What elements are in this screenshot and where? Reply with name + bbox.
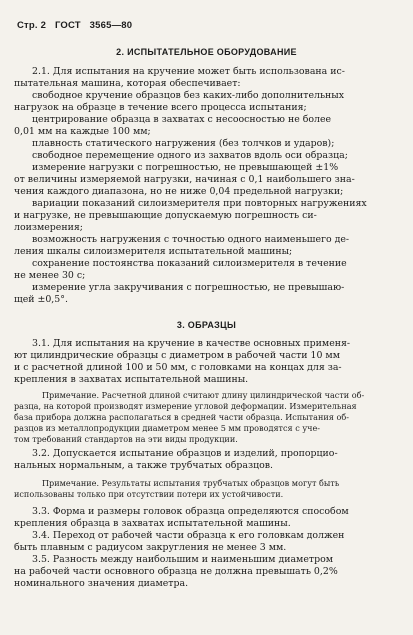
text-line: центрирование образца в захватах с несоосностью не более <box>32 114 332 125</box>
note-line: том требований стандартов на эти виды продукции. <box>14 434 238 444</box>
section-3-title: 3. ОБРАЗЦЫ <box>176 320 237 330</box>
standard-number: 3565—80 <box>89 20 133 31</box>
text-line: лоизмерения; <box>14 222 83 233</box>
note-line: использованы только при отсутствии потери их устойчивости. <box>14 489 284 499</box>
text-line: возможность нагружения с точностью одного наименьшего де- <box>32 234 350 245</box>
text-line: 3.5. Разность между наибольшим и наименьшим диаметром <box>32 554 334 565</box>
note-line: база прибора должна располагаться в средней части образца. Испытания об- <box>14 412 349 422</box>
text-line: плавность статического нагружения (без толчков и ударов); <box>32 138 335 149</box>
page-header <box>17 20 138 31</box>
text-line: быть плавным с радиусом закругления не менее 3 мм. <box>14 542 287 553</box>
text-line: пытательная машина, которая обеспечивает: <box>14 78 241 89</box>
text-line: нальных нормальным, а также трубчатых образцов. <box>14 460 274 471</box>
text-line: 3.2. Допускается испытание образцов и изделий, пропорцио- <box>32 448 338 459</box>
text-line: сохранение постоянства показаний силоизмерителя в течение <box>32 258 347 269</box>
note-line: разцов из металлопродукции диаметром менее 5 мм проводятся с уче- <box>14 423 320 433</box>
note-line: разца, на которой производят измерение угловой деформации. Измерительная <box>14 401 357 411</box>
text-line: вариации показаний силоизмерителя при повторных нагружениях <box>32 198 367 209</box>
text-line: крепления образца в захватах испытательной машины. <box>14 518 291 529</box>
note-line: Примечание. Расчетной длиной считают длину цилиндрической части об- <box>42 390 365 400</box>
text-line: 0,01 мм на каждые 100 мм; <box>14 126 151 137</box>
text-line: номинального значения диаметра. <box>14 578 189 589</box>
section-2-title: 2. ИСПЫТАТЕЛЬНОЕ ОБОРУДОВАНИЕ <box>116 47 297 57</box>
page-number: Стр. 2 <box>17 20 47 31</box>
text-line: измерение нагрузки с погрешностью, не превышающей ±1% <box>32 162 339 173</box>
text-line: ют цилиндрические образцы с диаметром в рабочей части 10 мм <box>14 350 341 361</box>
text-line: на рабочей части основного образца не должна превышать 0,2% <box>14 566 338 577</box>
text-line: свободное кручение образцов без каких-либо дополнительных <box>32 90 345 101</box>
note-line: Примечание. Результаты испытания трубчатых образцов могут быть <box>42 478 340 488</box>
text-line: ления шкалы силоизмерителя испытательной машины; <box>14 246 293 257</box>
text-line: не менее 30 с; <box>14 270 86 281</box>
text-line: свободное перемещение одного из захватов вдоль оси образца; <box>32 150 348 161</box>
text-line: нагрузок на образце в течение всего процесса испытания; <box>14 102 307 113</box>
text-line: измерение угла закручивания с погрешностью, не превышаю- <box>32 282 345 293</box>
text-line: 2.1. Для испытания на кручение может быть использована ис- <box>32 66 345 77</box>
text-line: 3.3. Форма и размеры головок образца определяются способом <box>32 506 349 517</box>
standard-label: ГОСТ <box>54 20 81 31</box>
text-line: и с расчетной длиной 100 и 50 мм, с головками на концах для за- <box>14 362 342 373</box>
text-line: 3.1. Для испытания на кручение в качестве основных применя- <box>32 338 351 349</box>
text-line: крепления в захватах испытательной машины. <box>14 374 249 385</box>
text-line: 3.4. Переход от рабочей части образца к его головкам должен <box>32 530 345 541</box>
text-line: чения каждого диапазона, но не ниже 0,04 предельной нагрузки; <box>14 186 344 197</box>
text-line: и нагрузке, не превышающие допускаемую погрешность си- <box>14 210 317 221</box>
text-line: от величины измеряемой нагрузки, начиная с 0,1 наибольшего зна- <box>14 174 355 185</box>
text-line: щей ±0,5°. <box>14 294 68 305</box>
